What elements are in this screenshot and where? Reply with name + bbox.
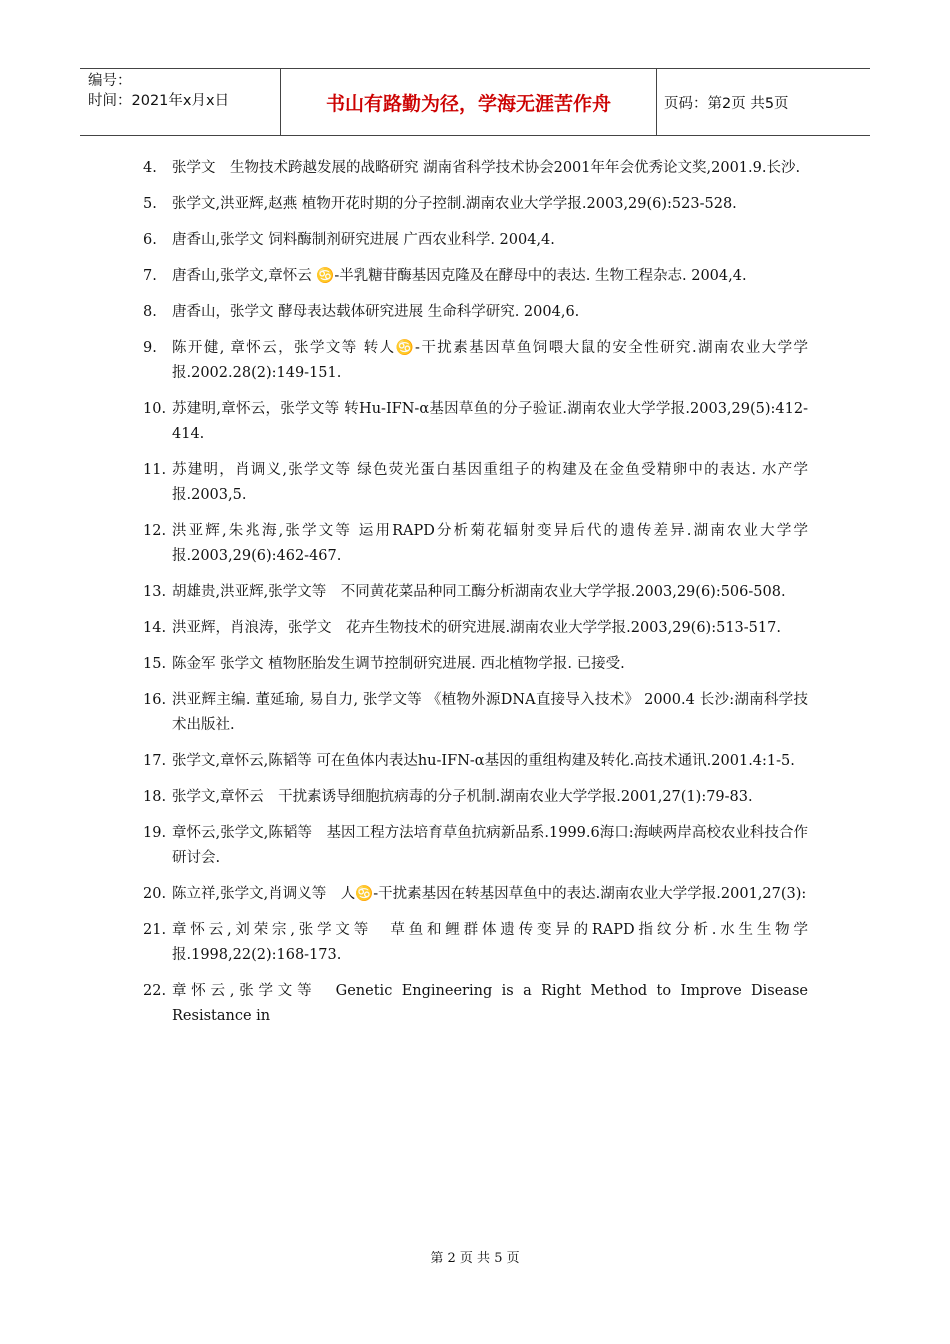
number-label: 编号： bbox=[88, 73, 132, 89]
reference-text: 陈金军 张学文 植物胚胎发生调节控制研究进展. 西北植物学报. 已接受. bbox=[172, 656, 625, 672]
reference-text: 苏建明，肖调义,张学文等 绿色荧光蛋白基因重组子的构建及在金鱼受精卵中的表达. 水产学报.2003,5. bbox=[172, 462, 808, 503]
reference-number: 10. bbox=[143, 401, 167, 417]
reference-item bbox=[143, 397, 808, 447]
header-divider bbox=[656, 69, 657, 135]
reference-number: 16. bbox=[143, 692, 167, 708]
reference-text: 洪亚辉,朱兆海,张学文等 运用RAPD分析菊花辐射变异后代的遗传差异.湖南农业大学学报.2003,29(6):462-467. bbox=[172, 523, 808, 564]
reference-number: 15. bbox=[143, 656, 167, 672]
reference-text: 章怀云,刘荣宗,张学文等 草鱼和鲤群体遗传变异的RAPD指纹分析.水生生物学报.1998,22(2):168-173. bbox=[172, 922, 808, 963]
reference-item bbox=[143, 749, 808, 774]
reference-text: 陈立祥,张学文,肖调义等 人♋-干扰素基因在转基因草鱼中的表达.湖南农业大学学报.2001,27(3): bbox=[172, 886, 807, 902]
reference-text: 张学文,章怀云,陈韬等 可在鱼体内表达hu-IFN-α基因的重组构建及转化.高技术通讯.2001.4:1-5. bbox=[172, 753, 795, 769]
reference-item bbox=[143, 458, 808, 508]
header-motto: 书山有路勤为径，学海无涯苦作舟 bbox=[325, 92, 611, 115]
reference-number: 18. bbox=[143, 789, 167, 805]
reference-number: 11. bbox=[143, 462, 167, 478]
reference-item bbox=[143, 264, 808, 289]
reference-text: 唐香山,张学文 饲料酶制剂研究进展 广西农业科学. 2004,4. bbox=[172, 232, 555, 248]
header-page-label: 页码：第2页 共5页 bbox=[664, 95, 789, 112]
reference-item bbox=[143, 918, 808, 968]
reference-number: 14. bbox=[143, 620, 167, 636]
reference-item bbox=[143, 785, 808, 810]
reference-text: 胡雄贵,洪亚辉,张学文等 不同黄花菜品种同工酶分析湖南农业大学学报.2003,29(6):506-508. bbox=[172, 584, 786, 600]
reference-text: 陈开健, 章怀云，张学文等 转人♋-干扰素基因草鱼饲喂大鼠的安全性研究.湖南农业大学学报.2002.28(2):149-151. bbox=[172, 340, 808, 381]
reference-text: 洪亚辉主编. 董延瑜, 易自力, 张学文等 《植物外源DNA直接导入技术》 2000.4 长沙:湖南科学技术出版社. bbox=[172, 692, 808, 733]
reference-item bbox=[143, 652, 808, 677]
reference-list bbox=[143, 156, 808, 1040]
reference-item bbox=[143, 336, 808, 386]
reference-item bbox=[143, 228, 808, 253]
reference-text: 张学文,洪亚辉,赵燕 植物开花时期的分子控制.湖南农业大学学报.2003,29(6):523-528. bbox=[172, 196, 737, 212]
reference-number: 4. bbox=[143, 160, 157, 176]
reference-item bbox=[143, 882, 808, 907]
reference-text: 苏建明,章怀云，张学文等 转Hu-IFN-α基因草鱼的分子验证.湖南农业大学学报.2003,29(5):412-414. bbox=[172, 401, 808, 442]
reference-text: 张学文,章怀云 干扰素诱导细胞抗病毒的分子机制.湖南农业大学学报.2001,27(1):79-83. bbox=[172, 789, 753, 805]
page-footer: 第 2 页 共 5 页 bbox=[430, 1251, 520, 1266]
reference-number: 8. bbox=[143, 304, 157, 320]
reference-text: 章怀云,张学文,陈韬等 基因工程方法培育草鱼抗病新品系.1999.6海口:海峡两岸高校农业科技合作研讨会. bbox=[172, 825, 808, 866]
reference-text: 章怀云,张学文等 Genetic Engineering is a Right Method to Improve Disease Resistance in bbox=[172, 983, 808, 1024]
reference-number: 19. bbox=[143, 825, 167, 841]
reference-text: 唐香山，张学文 酵母表达载体研究进展 生命科学研究. 2004,6. bbox=[172, 304, 580, 320]
date-label: 时间：2021年x月x日 bbox=[88, 93, 230, 109]
reference-number: 9. bbox=[143, 340, 157, 356]
reference-text: 唐香山,张学文,章怀云 ♋-半乳糖苷酶基因克隆及在酵母中的表达. 生物工程杂志. 2004,4. bbox=[172, 268, 747, 284]
reference-number: 21. bbox=[143, 922, 167, 938]
reference-number: 17. bbox=[143, 753, 167, 769]
header-left-cell bbox=[88, 71, 278, 111]
reference-text: 洪亚辉，肖浪涛，张学文 花卉生物技术的研究进展.湖南农业大学学报.2003,29(6):513-517. bbox=[172, 620, 781, 636]
reference-number: 22. bbox=[143, 983, 167, 999]
reference-number: 12. bbox=[143, 523, 167, 539]
reference-number: 5. bbox=[143, 196, 157, 212]
reference-number: 6. bbox=[143, 232, 157, 248]
reference-item bbox=[143, 519, 808, 569]
reference-item bbox=[143, 979, 808, 1029]
reference-number: 20. bbox=[143, 886, 167, 902]
reference-item bbox=[143, 156, 808, 181]
reference-item bbox=[143, 300, 808, 325]
reference-item bbox=[143, 821, 808, 871]
page-header bbox=[80, 68, 870, 136]
reference-item bbox=[143, 616, 808, 641]
reference-item bbox=[143, 688, 808, 738]
reference-text: 张学文 生物技术跨越发展的战略研究 湖南省科学技术协会2001年年会优秀论文奖,2001.9.长沙. bbox=[172, 160, 801, 176]
reference-item bbox=[143, 192, 808, 217]
reference-number: 7. bbox=[143, 268, 157, 284]
reference-item bbox=[143, 580, 808, 605]
reference-number: 13. bbox=[143, 584, 167, 600]
